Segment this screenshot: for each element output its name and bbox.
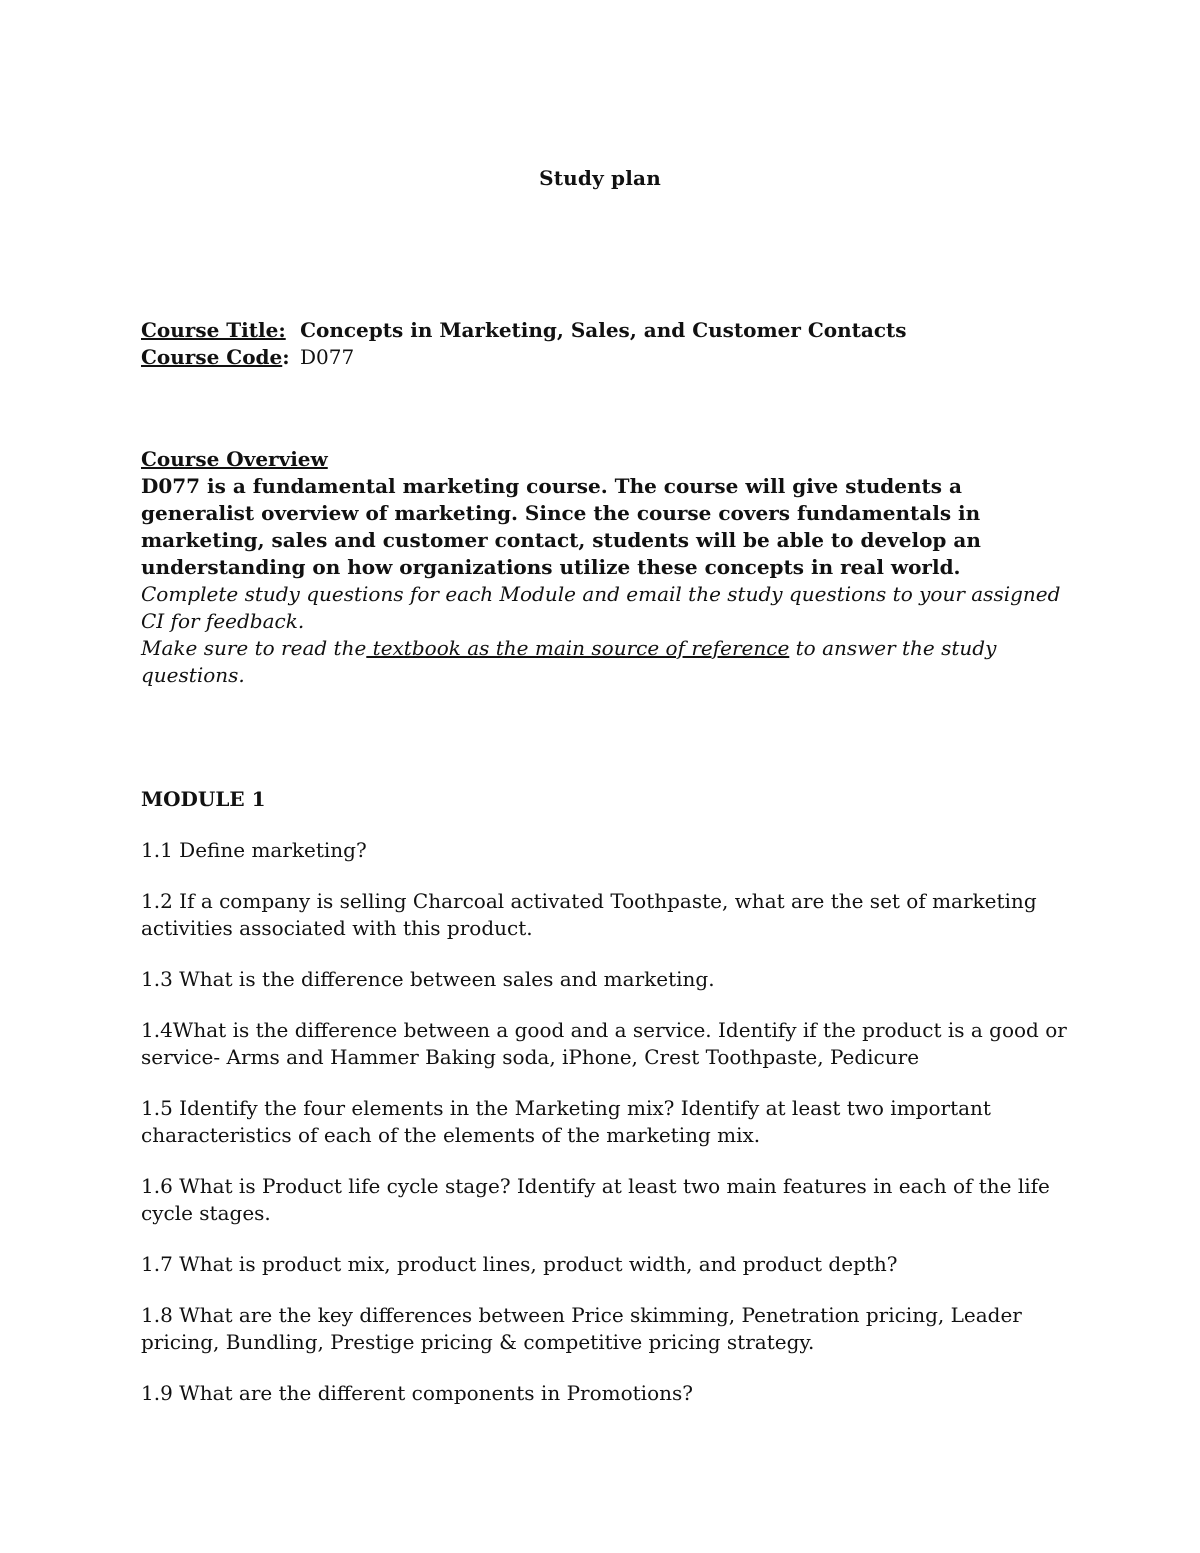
course-code-value: D077 bbox=[300, 345, 355, 369]
question-1-6: 1.6 What is Product life cycle stage? Identify at least two main features in each of the life cycle stages. bbox=[141, 1174, 1050, 1225]
overview-heading: Course Overview bbox=[141, 447, 328, 471]
page-title: Study plan bbox=[539, 166, 661, 190]
overview-instruction-2 bbox=[141, 635, 1071, 689]
question-1-9: 1.9 What are the different components in Promotions? bbox=[141, 1381, 693, 1405]
question-1-8: 1.8 What are the key differences between Price skimming, Penetration pricing, Leader pricing, Bundling, Prestige pricing & competitive pricing strategy. bbox=[141, 1303, 1022, 1354]
question-1-3: 1.3 What is the difference between sales and marketing. bbox=[141, 967, 715, 991]
question-1-1: 1.1 Define marketing? bbox=[141, 838, 367, 862]
course-code-label: Course Code bbox=[141, 345, 283, 369]
course-title-value: Concepts in Marketing, Sales, and Customer Contacts bbox=[300, 318, 907, 342]
question-1-5: 1.5 Identify the four elements in the Marketing mix? Identify at least two important characteristics of each of the elements of the marketing mix. bbox=[141, 1096, 991, 1147]
course-code-line bbox=[141, 344, 1071, 371]
instruction-2-pre: Make sure to read the bbox=[141, 636, 367, 660]
course-title-label: Course Title: bbox=[141, 318, 286, 342]
module-1 bbox=[141, 786, 1071, 1431]
module-heading: MODULE 1 bbox=[141, 787, 266, 811]
textbook-reference: textbook as the main source of reference bbox=[366, 636, 790, 660]
instruction-2-post: to answer the study questions. bbox=[141, 636, 997, 687]
course-code-colon: : bbox=[282, 345, 290, 369]
overview-instruction-1: Complete study questions for each Module and email the study questions to your assigned CI for feedback. bbox=[141, 582, 1061, 633]
question-1-7: 1.7 What is product mix, product lines, product width, and product depth? bbox=[141, 1252, 898, 1276]
question-1-2: 1.2 If a company is selling Charcoal activated Toothpaste, what are the set of marketing activities associated with this product. bbox=[141, 889, 1037, 940]
question-1-4: 1.4What is the difference between a good and a service. Identify if the product is a good or service- Arms and Hammer Baking soda, iPhone, Crest Toothpaste, Pedicure bbox=[141, 1018, 1067, 1069]
course-overview bbox=[141, 446, 1071, 689]
course-title-line bbox=[141, 317, 1071, 344]
overview-body: D077 is a fundamental marketing course. The course will give students a generalist overview of marketing. Since the course covers fundamentals in marketing, sales and customer contact, students will be able to develop an understanding on how organizations utilize these concepts in real world. bbox=[141, 474, 981, 579]
course-info bbox=[141, 317, 1071, 371]
